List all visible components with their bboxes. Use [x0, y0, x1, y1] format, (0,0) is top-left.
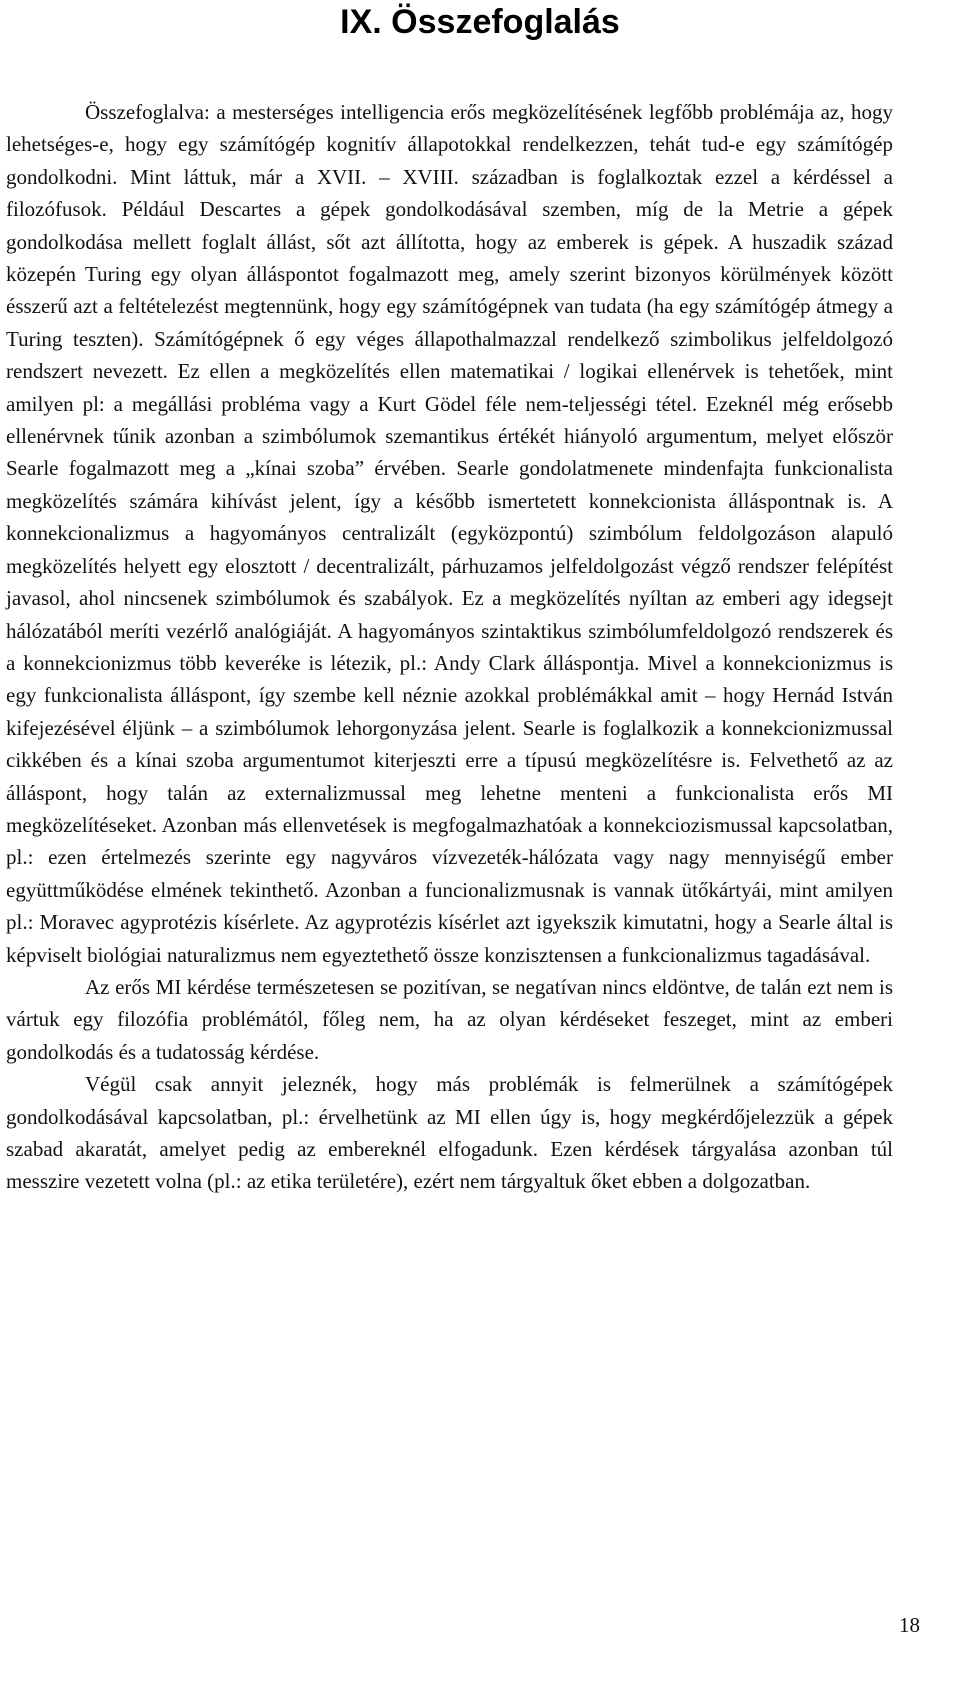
paragraph-closing-remarks: Végül csak annyit jeleznék, hogy más problémák is felmerülnek a számítógépek gondolkodásával kapcsolatban, pl.: érvelhetünk az MI ellen úgy is, hogy megkérdőjelezzük a gépek szabad akaratát, amelyet pedig az embereknél elfogadunk. Ezen kérdések tárgyalása azonban túl messzire vezetett volna (pl.: az etika területére), ezért nem tárgyaltuk őket ebben a dolgozatban.: [6, 1072, 893, 1194]
page-number: 18: [899, 1613, 920, 1637]
paragraph-summary: Összefoglalva: a mesterséges intelligencia erős megközelítésének legfőbb problémája az, hogy lehetséges-e, hogy egy számítógép kognitív állapotokkal rendelkezzen, tehát tud-e egy számítógép gondolkodni. Mint láttuk, már a XVII. – XVIII. században is foglalkoztak ezzel a kérdéssel a filozófusok. Például Descartes a gépek gondolkodásával szemben, míg de la Metrie a gépek gondolkodása mellett foglalt állást, sőt azt állította, hogy az emberek is gépek. A huszadik század közepén Turing egy olyan álláspontot fogalmazott meg, amely szerint bizonyos körülmények között ésszerű azt a feltételezést megtennünk, hogy egy számítógépnek van tudata (ha egy számítógép átmegy a Turing teszten). Számítógépnek ő egy véges állapothalmazzal rendelkező szimbolikus jelfeldolgozó rendszert nevezett. Ez ellen a megközelítés ellen matematikai / logikai ellenérvek is tehetőek, mint amilyen pl: a megállási probléma vagy a Kurt Gödel féle nem-teljességi tétel. Ezeknél még erősebb ellenérvnek tűnik azonban a szimbólumok szemantikus értékét hiányoló argumentum, melyet először Searle fogalmazott meg a „kínai szoba” érvében. Searle gondolatmenete mindenfajta funkcionalista megközelítés számára kihívást jelent, így a később ismertetett konnekcionista álláspontnak is. A konnekcionalizmus a hagyományos centralizált (egyközpontú) szimbólum feldolgozáson alapuló megközelítés helyett egy elosztott / decentralizált, párhuzamos jelfeldolgozást végző rendszer felépítést javasol, ahol nincsenek szimbólumok és szabályok. Ez a megközelítés nyíltan az emberi agy idegsejt hálózatából meríti vezérlő analógiáját. A hagyományos szintaktikus szimbólumfeldolgozó rendszerek és a konnekcionizmus több keveréke is létezik, pl.: Andy Clark álláspontja. Mivel a konnekcionizmus is egy funkcionalista álláspont, így szembe kell néznie azokkal problémákkal amit – hogy Hernád István kifejezésével éljünk – a szimbólumok lehorgonyzása jelent. Searle is foglalkozik a konnekcionizmussal cikkében és a kínai szoba argumentumot kiterjeszti erre a típusú megközelítésre is. Felvethető az az álláspont, hogy talán az externalizmussal meg lehetne menteni a funkcionalista erős MI megközelítéseket. Azonban más ellenvetések is megfogalmazhatóak a konnekciozismussal kapcsolatban, pl.: ezen értelmezés szerinte egy nagyváros vízvezeték-hálózata vagy nagy mennyiségű ember együttműködése elmének tekinthető. Azonban a funcionalizmusnak is vannak ütőkártyái, mint amilyen pl.: Moravec agyprotézis kísérlete. Az agyprotézis kísérlet azt igyekszik kimutatni, hogy a Searle által is képviselt biológiai naturalizmus nem egyeztethető össze konzisztensen a funkcionalizmus tagadásával.: [6, 100, 893, 967]
section-heading: IX. Összefoglalás: [340, 3, 620, 41]
body-text: [6, 96, 893, 1198]
paragraph-strong-ai-question: Az erős MI kérdése természetesen se pozitívan, se negatívan nincs eldöntve, de talán ezt nem is vártuk egy filozófia problémától, főleg nem, ha az olyan kérdéseket feszeget, mint az emberi gondolkodás és a tudatosság kérdése.: [6, 974, 893, 1064]
